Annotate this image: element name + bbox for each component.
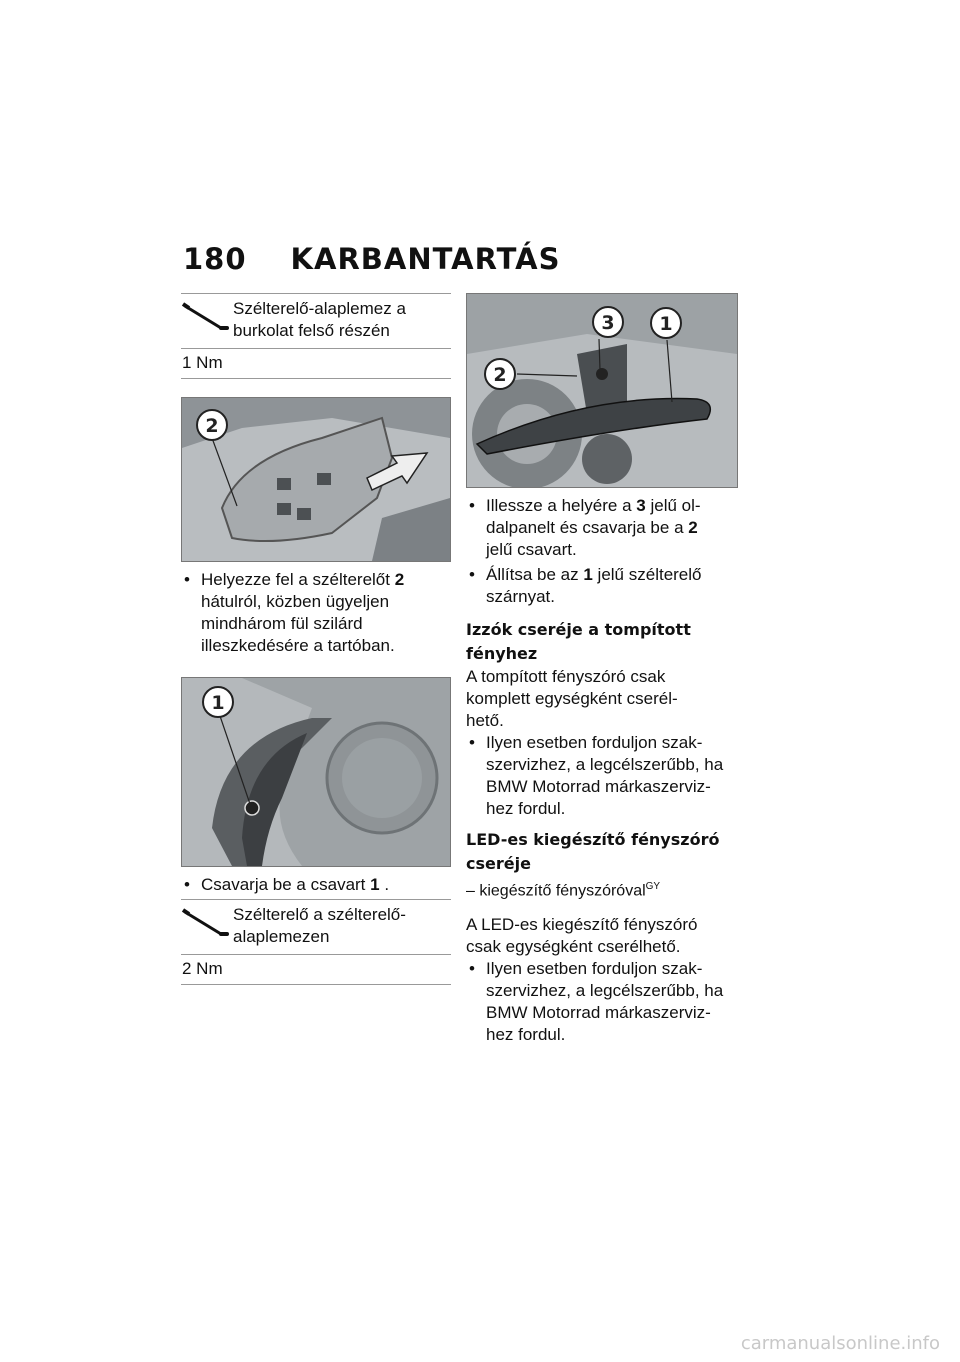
callout-1: 1 — [211, 692, 225, 714]
torque-value: 2 Nm — [182, 959, 223, 978]
torque-label: Szélterelő-alaplemez a — [233, 299, 406, 318]
list-item: • Ilyen esetben forduljon szak- szervizhez, a legcélszerűbb, ha BMW Motorrad márkaszerviz- hez fordul. — [466, 958, 741, 1046]
section-heading: LED-es kiegészítő fényszóró cseréje — [466, 830, 720, 873]
torque-wrench-icon — [181, 904, 233, 944]
torque-label: burkolat felső részén — [233, 321, 390, 340]
option-note: – kiegészítő fényszóróval$^{GY}$ — [466, 881, 661, 900]
section-heading: Izzók cseréje a tompított fényhez — [466, 620, 691, 663]
callout-2: 2 — [493, 364, 507, 386]
list-item: • Csavarja be a csavart 1 . — [181, 874, 451, 896]
page-number: 180 — [183, 242, 247, 276]
torque-spec-2 — [181, 899, 451, 985]
list-item: • Ilyen esetben forduljon szak- szervizhez, a legcélszerűbb, ha BMW Motorrad márkaszerviz- hez fordul. — [466, 732, 741, 820]
left-column — [181, 293, 451, 985]
section-low-beam — [466, 618, 741, 820]
callout-1: 1 — [659, 313, 673, 335]
paragraph: A tompított fényszóró csak komplett egységként cserél- hető. — [466, 667, 678, 730]
figure-side-panel — [466, 293, 738, 488]
page-header — [183, 242, 560, 276]
torque-label: alaplemezen — [233, 927, 330, 946]
watermark: carmanualsonline.info — [740, 1333, 940, 1354]
torque-wrench-icon — [181, 298, 233, 338]
callout-3: 3 — [601, 312, 615, 334]
figure-windshield-rear — [181, 397, 451, 562]
list-item: • Illessze a helyére a 3 jelű ol- dalpanelt és csavarja be a 2 jelű csavart. — [466, 495, 741, 561]
callout-2: 2 — [205, 415, 219, 437]
list-item: • Helyezze fel a szélterelőt 2 hátulról, közben ügyeljen mindhárom fül szilárd illeszkedésére a tartóban. — [181, 569, 451, 657]
paragraph: A LED-es kiegészítő fényszóró csak egységként cserélhető. — [466, 915, 698, 957]
section-led-aux-light — [466, 828, 741, 1046]
figure-windshield-screw — [181, 677, 451, 867]
right-column — [466, 293, 741, 1049]
torque-label: Szélterelő a szélterelő- — [233, 905, 406, 924]
torque-value: 1 Nm — [182, 353, 223, 372]
list-item: • Állítsa be az 1 jelű szélterelő szárnyat. — [466, 564, 741, 608]
page-title: KARBANTARTÁS — [290, 242, 561, 276]
torque-spec-1 — [181, 293, 451, 379]
